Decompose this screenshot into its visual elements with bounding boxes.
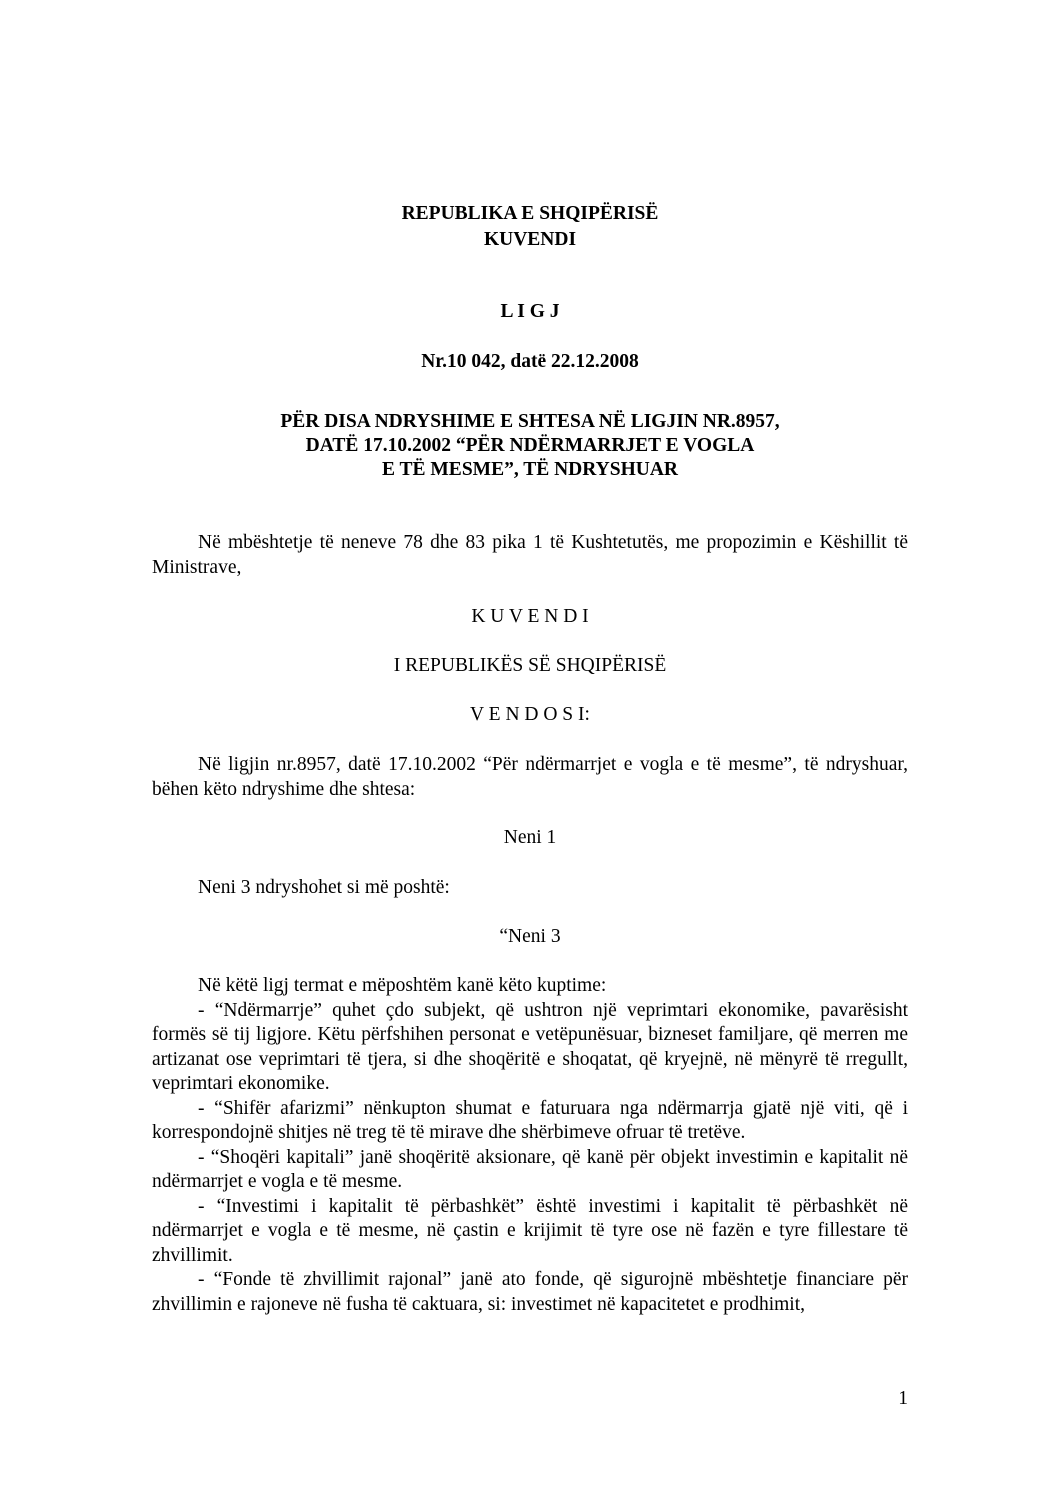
- definition-item: - “Shoqëri kapitali” janë shoqëritë aksionare, që kanë për objekt investimin e kapitalit në ndërmarrjet e vogla e të mesme.: [152, 1146, 908, 1192]
- article-1-text: Neni 3 ndryshohet si më poshtë:: [198, 877, 450, 898]
- article-1-title: Neni 1: [503, 827, 557, 848]
- law-title-line-2: DATË 17.10.2002 “PËR NDËRMARRJET E VOGLA: [305, 435, 755, 456]
- republic-line: I REPUBLIKËS SË SHQIPËRISË: [393, 655, 667, 676]
- law-title-line-3: E TË MESME”, TË NDRYSHUAR: [381, 459, 679, 480]
- header-republic: REPUBLIKA E SHQIPËRISË: [401, 203, 659, 224]
- definition-item: - “Investimi i kapitalit të përbashkët” është investimi i kapitalit të përbashkët në ndërmarrjet e vogla e të mesme, në çastin e krijimit të tyre ose në fazën e tyre fillestare të zhvillimit.: [152, 1195, 908, 1266]
- law-number: Nr.10 042, datë 22.12.2008: [421, 351, 639, 372]
- law-title-line-1: PËR DISA NDRYSHIME E SHTESA NË LIGJIN NR.8957,: [280, 411, 780, 432]
- definitions-block: [152, 974, 908, 1317]
- definition-item: - “Ndërmarrje” quhet çdo subjekt, që ushtron një veprimtari ekonomike, pavarësisht formës së tij ligjore. Këtu përfshihen personat e vetëpunësuar, bizneset familjare, që merren me artizanat ose veprimtari të tjera, si dhe shoqëritë e shoqatat, që kryejnë, në mënyrë të rregullt, veprimtari ekonomike.: [152, 999, 908, 1094]
- kuvendi-heading: K U V E N D I: [471, 606, 589, 627]
- document-page: [152, 0, 908, 1497]
- vendosi-heading: V E N D O S I:: [470, 704, 590, 725]
- definition-item: - “Shifër afarizmi” nënkupton shumat e faturuara nga ndërmarrja gjatë një viti, që i korrespondojnë shitjes në treg të të mirave dhe shërbimeve ofruar të tretëve.: [152, 1097, 908, 1143]
- law-label: L I G J: [500, 301, 560, 322]
- preamble: Në mbështetje të neneve 78 dhe 83 pika 1 të Kushtetutës, me propozimin e Këshillit të Ministrave,: [152, 532, 908, 578]
- quoted-article-title: “Neni 3: [499, 926, 561, 947]
- intro-paragraph: Në ligjin nr.8957, datë 17.10.2002 “Për ndërmarrjet e vogla e të mesme”, të ndryshuar, bëhen këto ndryshime dhe shtesa:: [152, 754, 908, 800]
- page-number: 1: [898, 1388, 908, 1409]
- law-title: [152, 410, 908, 482]
- definition-item: - “Fonde të zhvillimit rajonal” janë ato fonde, që sigurojnë mbështetje financiare për zhvillimin e rajoneve në fusha të caktuara, si: investimet në kapacitetet e prodhimit,: [152, 1269, 908, 1315]
- header-assembly: KUVENDI: [483, 229, 577, 250]
- definitions-intro: Në këtë ligj termat e mëposhtëm kanë këto kuptime:: [198, 975, 607, 996]
